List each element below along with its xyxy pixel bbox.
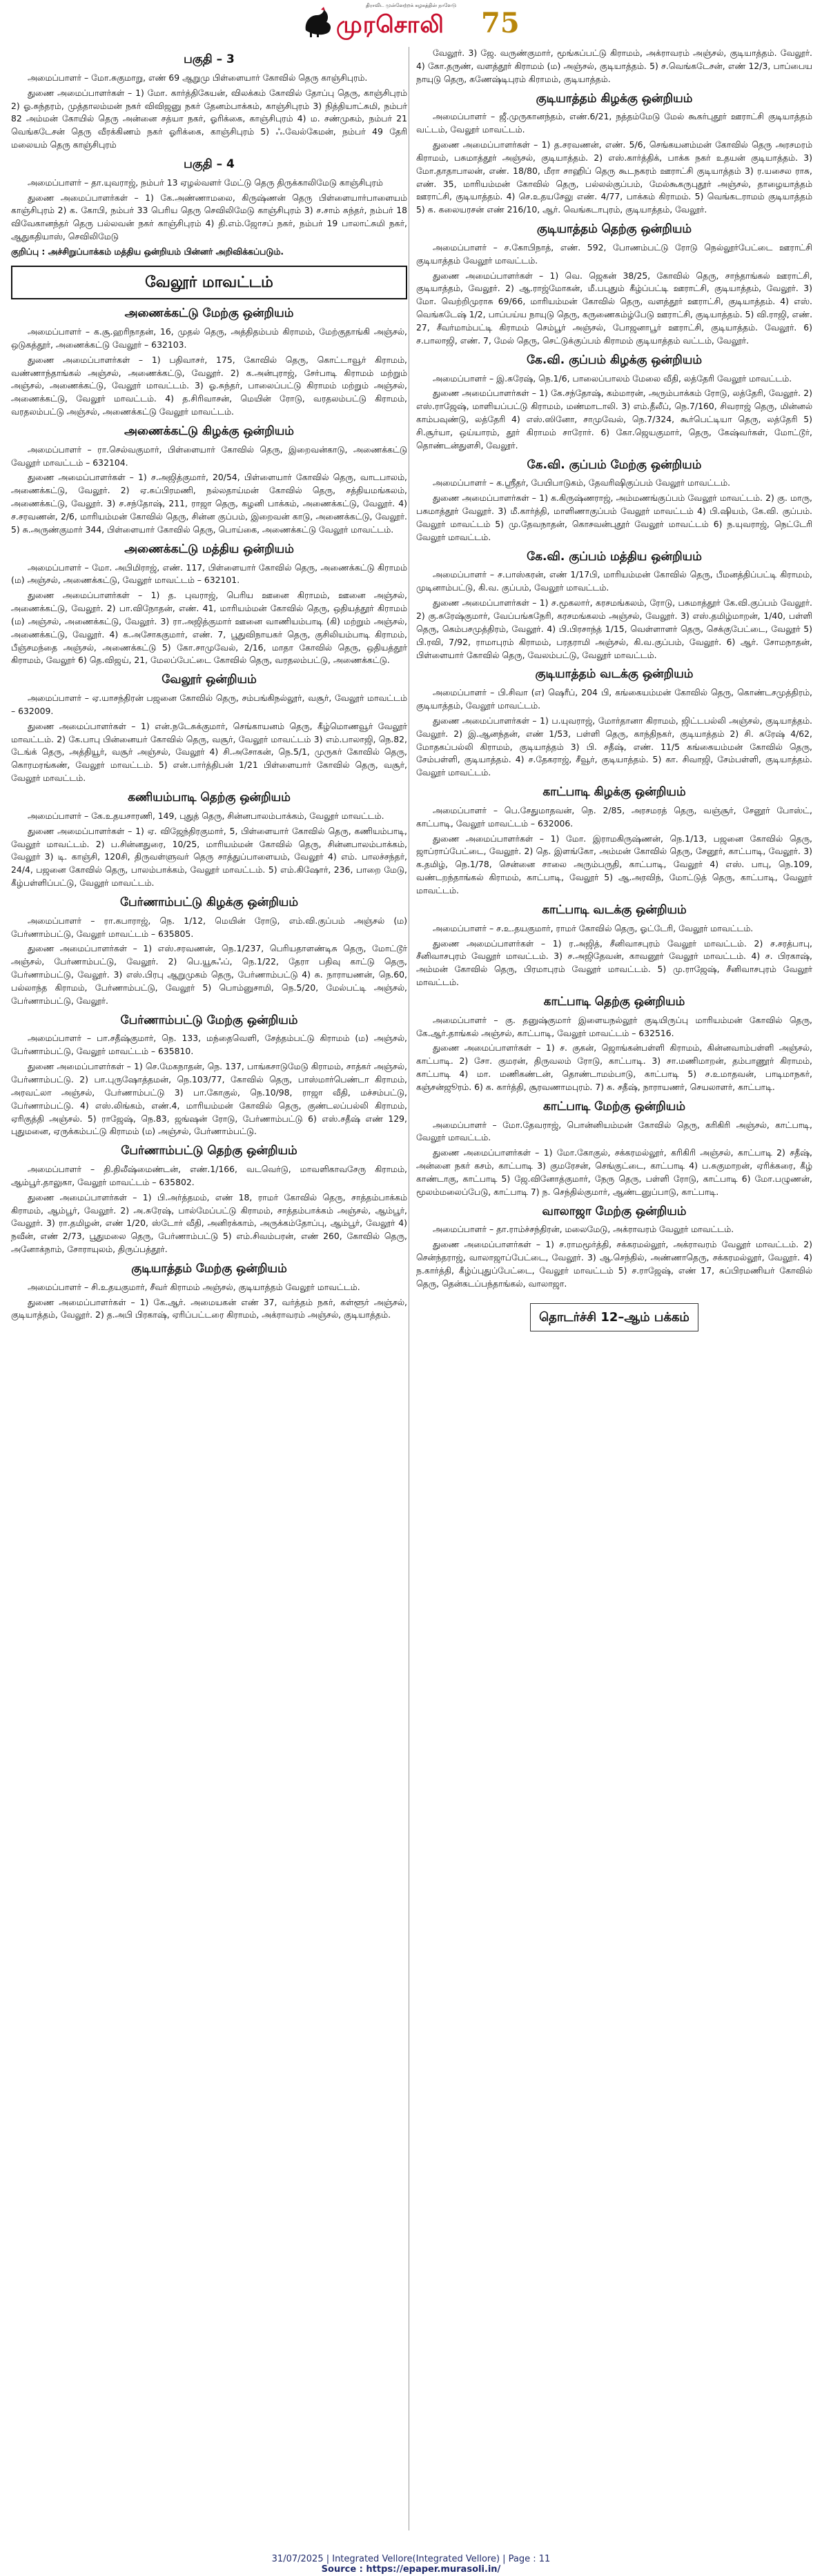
section-paragraph: அமைப்பாளர் – ரா.செல்வகுமார், பிள்ளையார் கோவில் தெரு, இறைவன்காடு, அணைக்கட்டு வேலூர் மாவட்டம் – 632104. <box>11 444 407 468</box>
section-paragraph: அமைப்பாளர் – ஏ.யாசந்திரன் பஜனை கோவில் தெரு, சம்பங்கிநல்லூர், வசூர், வேலூர் மாவட்டம் – 632009. <box>11 693 407 716</box>
section-paragraph: துணை அமைப்பாளர்கள் – 1) வெ. ஜெகன் 38/25, கோவில் தெரு, சாந்தாங்கல் ஊராட்சி, குடியாத்தம், வேலூர். 2) ஆ.ராஜ்மோகன், மீ.பபுதும் கீழ்ப்பட்டி ஊராட்சி, குடியாத்தம், வேலூர். 3) மோ. வெற்றிமுராசு 69/66, மாரியம்மன் கோவில் தெரு, வளத்தூர் ஊராட்சி, குடியாத்தம். 4) எஸ். வெங்கடேஷ் 1/2, பாப்பய்ய நாயுடு தெரு, கருணைகம்ழ்பேடு ஊராட்சி, குடியாத்தம். 5) வி.ராஜி, எண். 27, சீவர்மாம்பட்டி கிராமம் செம்பூர் அஞ்சல், போஜனாபூர் ஊராட்சி, குடியாத்தம். வேலூர். 6) ச.பாலாஜி, எண். 7, மேல் தெரு, செட்டுக்குப்பம் கிராமம் குடியாத்தம் வட்டம், வேலூர். <box>416 270 813 346</box>
section-paragraph: அமைப்பாளர் – ஜீ.முருகானந்தம், எண்.6/21, நத்தம்மேடு மேல் கூகர்புதூர் ஊராட்சி குடியாத்தம் வட்டம், வேலூர் மாவட்டம். <box>416 111 812 135</box>
section-paragraph: அமைப்பாளர் – பெ.சேதுமாதவன், நெ. 2/85, அரசமரத் தெரு, வஞ்சூர், சேனூர் போஸ்ட், காட்பாடி, வேலூர் மாவட்டம் – 632006. <box>416 804 812 829</box>
section-heading: பேர்ணாம்பட்டு கிழக்கு ஒன்றியம் <box>119 895 299 909</box>
section-paragraph: துணை அமைப்பாளர்கள் – 1) க.கிருஷ்ணராஜ், அம்மணங்குப்பம் வேலூர் மாவட்டம். 2) கு. மாரு, பசுமாத்தூர் வேலூர். 3) மீ.கார்த்தி, மாளிணாகுப்பம் வேலூர் மாவட்டம் 4) பி.ஷியம், கே.வி. குப்பம். வேலூர் மாவட்டம் 5) மு.தேவநாதன், கொசவன்புதூர் வேலூர் மாவட்டம் 6) ந.யுவராஜ், நெட்டேரி வேலூர் மாவட்டம். <box>416 493 812 542</box>
masthead <box>0 0 822 41</box>
section-paragraph: துணை அமைப்பாளர்கள் – 1) மோ. கார்த்திகேயன், விலக்கம் கோவில் தோப்பு தெரு, காஞ்சிபுரம் 2) ஓ.சுந்தரம், முத்தாலம்மன் நகர் விவிஜனு நகர் தேனம்பாக்கம், காஞ்சிபுரம் 3) நித்தியாட்சுமி, நம்பர் 82 அம்மன் கோயில் தெரு அன்னை சத்யா நகர், ஓரிக்கை, காஞ்சிபுரம் 4) ம. சண்முகம், நம்பர் 21 வெங்கடேசன் தெரு வீரக்கிணம் நகர் ஓரிக்கை, காஞ்சிபுரம் 5) ஃ.வேல்கேமன், நம்பர் 49 தேரி மலையம் தெரு காஞ்சிபுரம் <box>11 87 407 150</box>
union-section <box>11 671 407 785</box>
section-heading: குடியாத்தம் மேற்கு ஒன்றியம் <box>131 1261 287 1276</box>
section-heading: பேர்ணாம்பட்டு மேற்கு ஒன்றியம் <box>120 1013 298 1027</box>
union-section <box>416 902 812 989</box>
section-paragraph: துணை அமைப்பாளர்கள் – 1) ச.மூகலார், கரசமங்கலம், ரோடு, பசுமாத்தூர் கே.வி.குப்பம் வேலூர். 2) கு.சுரேஷ்குமார், வேப்பங்கநேரி, கரசமங்கலம் அஞ்சல், வேலூர். 3) எஸ்.தமிழ்மாறன், 1/40, பள்ளி தெரு, கெம்பசமுத்திரம், வேலூர். 4) பி.பிரசாந்த் 1/15, வெள்ளாளர் தெரு, செக்குபேட்டை, வேலூர் 5) பி.ரவி, 7/92, ராமாபுரம் கிராமம், பரதராமி அஞ்சல், கி.வ.குப்பம், வேலூர். 6) ஆர். சோமநாதன், பிள்ளையார் கோவில் தெரு, வேலம்பட்டு, வேலூர் மாவட்டம். <box>416 597 812 660</box>
section-paragraph: குறிப்பு : அச்சிறுப்பாக்கம் மத்திய ஒன்றியம் பின்னர் அறிவிக்கப்படும். <box>11 246 284 257</box>
union-section <box>11 789 407 890</box>
section-heading: குடியாத்தம் வடக்கு ஒன்றியம் <box>535 667 694 682</box>
section-paragraph: அமைப்பாளர் – தி.திலீஷ்மைண்டன், எண்.1/166, வடவெர்டு, மாவளிகாவசேரு கிராமம், ஆம்பூர்.தாலுகா, வேலூர் மாவட்டம் – 635802. <box>11 1164 407 1187</box>
section-paragraph: துணை அமைப்பாளர்கள் – 1) செ.மேகநாதன், நெ. 137, பாங்கசாடுமேடு கிராமம், சாத்கர் அஞ்சல், பேர்ணாம்பட்டு. 2) பா.புருஷோத்தமன், நெ.103/77, கோவில் தெரு, பாஸ்மார்பெண்டா கிராமம், அரவட்லா அஞ்சல், பேர்ணாம்பட்டு 3) பா.கோகுல், நெ.10/98, ராஜா வீதி, மச்சம்பட்டு, பேர்ணாம்பட்டு. 4) எஸ்.லிங்கம், எண்.4, மாரியம்மன் கோவில் தெரு, குண்டலப்பல்லி கிராமம், ஏரிகுத்தி அஞ்சல். 5) ராஜேஷ், நெ.83, ஜங்ஷன் ரோடு, பேர்ணாம்பட்டு 6) எஸ்.சதீஷ் எண் 129, புதுமனை, ஏருக்கம்பட்டு கிராமம் (ம) அஞ்சல், பேர்ணாம்பட்டு. <box>11 1061 407 1137</box>
section-paragraph: அமைப்பாளர் – க.சூ.ஹரிநாதன், 16, முதல் தெரு, அத்திதம்பம் கிராமம், மேற்குதாங்கி அஞ்சல், ஒடுகத்தூர், அணைக்கட்டு வேலூர் – 632103. <box>11 326 407 350</box>
section-paragraph: துணை அமைப்பாளர்கள் – 1) ச. குகன், ஜொங்கன்பள்ளி கிராமம், கின்னவாம்பள்ளி அஞ்சல், காட்பாடி. 2) சோ. குமரன், திருவலம் ரோடு, காட்பாடி. 3) சா.மணிமாறன், தம்பாணூர் கிராமம், காட்பாடி 4) மா. மணிகண்டன், தொண்டாமம்பாடு, காட்பாடி 5) ச.உமாதவன், பாடிமாநகர், கஞ்சன்ஜூரம். 6) க. கார்த்தி, சூரவணாமபுரம். 7) சு. சதீஷ், நாராயணர், செயலாளர், காட்பாடி. <box>416 1042 812 1092</box>
section-paragraph: துணை அமைப்பாளர்கள் – 1) கே.சந்தோஷ், கம்மாரன், அரும்பாக்கம் ரோடு, லத்தேரி, வேலூர். 2) எஸ்.ராஜேஷ், மாளியப்பட்டு கிராமம், மண்மாடாலி. 3) எம்.தீலீப், நெ.7/160, சிவராஜ் தெரு, மின்னல் காம்பவுண்டு, லத்தேரி 4) எஸ்.ஸினோ, சாமுவேல், நெ.7/324, கூர்பெட்டியா தெரு, லத்தேரி 5) சி.சூர்யா, ஒய்யாரம், தூர் கிராமம் சாரோர். 6) கோ.ஜெயகுமார், தெரு, கேஷ்வர்கள், மோட்டூர், தொண்டன்துளசி, வேலூர். <box>416 388 812 450</box>
section-paragraph: அமைப்பாளர் – பி.சிவா (எ) ஷெரீப், 204 பி, கங்கையம்மன் கோவில் தெரு, கொண்டசமுத்திரம், குடியாத்தம், வேலூர் மாவட்டம். <box>416 687 812 711</box>
section-heading: கணியம்பாடி தெற்கு ஒன்றியம் <box>128 791 291 804</box>
union-section <box>416 47 812 86</box>
section-heading: அணைக்கட்டு கிழக்கு ஒன்றியம் <box>124 424 294 438</box>
left-column-before-district <box>11 51 407 259</box>
rooster-icon <box>300 7 333 37</box>
section-heading: கே.வி. குப்பம் மத்திய ஒன்றியம் <box>527 549 702 564</box>
section-paragraph: துணை அமைப்பாளர்கள் – 1) என்.நடேசுக்குமார், செங்காயனம் தெரு, கீழ்மொணவூர் வேலூர் மாவட்டம். 2) கே.பாபு பின்னையர் கோவில் தெரு, வசூர், வேலூர் மாவட்டம் 3) எம்.பாலாஜி, நெ.82, டேங்க் தெரு, அத்தியூர், வசூர் அஞ்சல், வேலூர் 4) சி.அசோகன், நெ.5/1, முருகர் கோவில் தெரு, கொரமரங்கண், வேலூர் மாவட்டம். 5) என்.பார்த்திபன் 1/21 பிள்ளையார் கோவில் தெரு, வசூர், வேலூர் மாவட்டம். <box>11 720 407 784</box>
section-paragraph: துணை அமைப்பாளர்கள் – 1) ச.அஜித்குமார், 20/54, பிள்ளையார் கோவில் தெரு, வாடபாலம், அணைக்கட்டு, வேலூர். 2) ஏ.சுப்பிரமணி, நல்லதாய்மன் கோவில் தெரு, சத்தியமங்கலம், அணைக்கட்டு, வேலூர். 3) ச.சந்தோஷ், 211, ராஜா தெரு, கழனி பாக்கம், அணைக்கட்டு, வேலூர். 4) ச.சரவணன், 2/6, மாரியம்மன் கோவில் தெரு, சின்ன குப்பம், இறைவன் காடு, அணைக்கட்டு, வேலூர். 5) சு.அருண்குமார் 344, பிள்ளையார் கோவில் தெரு, பொய்கை, அணைக்கட்டு வேலூர் மாவட்டம். <box>11 472 407 535</box>
union-section <box>11 1012 407 1139</box>
anniversary-badge: 75 <box>481 7 520 39</box>
union-section <box>416 90 812 217</box>
section-paragraph: துணை அமைப்பாளர்கள் – 1) பி.அர்த்தமம், எண் 18, ராமர் கோவில் தெரு, சாத்தம்பாக்கம் கிராமம், ஆம்பூர், வேலூர். 2) அ.சுரேஷ், பால்மேப்பட்டு கிராமம், சாத்தம்பாக்கம் அஞ்சல், ஆம்பூர், வேலூர். 3) ரா.தமிழன், எண் 1/20, ஸ்டோர் வீதி, அனிரக்காம், அருக்கம்தோப்பு, ஆம்பூர், வேலூர் 4) நவீன், எண் 2/73, பூதுமலை தெரு, பேர்ணாம்பட்டு 5) எம்.சிவம்பரன், எண் 260, கோவில் தெரு, அனோக்நாம், சோராயுலம், திருப்பத்தூர். <box>11 1191 407 1255</box>
section-paragraph: அமைப்பாளர் – ச.உ.தயகுமார், ராமர் கோவில் தெரு, ஓட்டேரி, வேலூர் மாவட்டம். <box>433 922 754 933</box>
section-paragraph: துணை அமைப்பாளர்கள் – 1) மோ.கோகுல், சக்கரமல்லூர், கரிகிரி அஞ்சல், காட்பாடி 2) சதீஷ், அன்னை நகர் கசம், காட்பாடி 3) குமரேசன், செங்குட்டை, காட்பாடி 4) ப.சுகுமாறன், ஏரிக்கரை, கீழ் காண்டாகு, காட்பாடி 5) ஜே.வினோத்குமார், நேரு தெரு, பள்ளி ரோடு, காட்பாடி 6) மோ.பழுணன், மூலம்மலைப்பேடு, காட்பாடி 7) ந. செந்தில்குமார், ஆண்டனுப்பாடு, காட்பாடி. <box>416 1147 812 1197</box>
union-section <box>416 457 812 544</box>
union-section <box>11 541 407 668</box>
section-paragraph: அமைப்பாளர் – சி.உதயகுமார், சீவர் கிராமம் அஞ்சல், குடியாத்தம் வேலூர் மாவட்டம். <box>28 1281 360 1292</box>
section-paragraph: அமைப்பாளர் – மோ.தேவராஜ், பொன்னியம்மன் கோவில் தெரு, கரிகிரி அஞ்சல், காட்பாடி, வேலூர் மாவட்டம். <box>416 1119 812 1143</box>
section-paragraph: துணை அமைப்பாளர்கள் – 1) த.சரவணன், எண். 5/6, செங்கயனம்மன் கோவில் தெரு அரசமரம் கிராமம், பசுமாத்தூர் அஞ்சல், குடியாத்தம். 2) எஸ்.கார்த்திக், பாக்க நகர் உதயன் குடியாத்தம். 3) மோ.தாதாபாலன், எண். 18/80, மீரா சாஹிப் தெரு கூடநகரம் ஊராட்சி குடியாத்தம் 3) ர.யசைல ராசு, எண். 35, மாரியம்மன் கோவில் தெரு, பல்லல்குப்பம், மேல்கூகருபுதூர் அஞ்சல், தாழையாத்தம் ஊராட்சி, குடியாத்தம். 4) செ.உதயசேலு எண். 4/77, பாக்கம் கிராமம். 5) வெங்கடராமம் குடியாத்தம் 5) க. கலையரசன் எண் 216/10, ஆர். வெங்கடாபுரம், குடியாத்தம், வேலூர். <box>416 139 812 215</box>
continue-note[interactable]: தொடர்ச்சி 12–ஆம் பக்கம் <box>530 1303 698 1331</box>
union-section <box>11 1260 407 1322</box>
section-paragraph: துணை அமைப்பாளர்கள் – 1) ர.அஜித், சீனிவாசபுரம் வேலூர் மாவட்டம். 2) ச.சரத்பாபு, சீனிவாசபுரம் வேலூர் மாவட்டம். 3) ச.அஜிதேவன், காவனூர் வேலூர் மாவட்டம். 4) ச. பிரகாஷ், அம்மன் கோவில் தெரு, பிரமாபுரம் வேலூர் மாவட்டம். 5) மு.ராஜேஷ், சீனிவாசபுரம் வேலூர் மாவட்டம். <box>416 938 812 988</box>
section-paragraph: அமைப்பாளர் – ச.கோபிநாத், எண். 592, போணம்பட்டு ரோடு நெல்லூர்பேட்டை ஊராட்சி குடியாத்தம் வேலூர் மாவட்டம். <box>416 241 812 266</box>
section-paragraph: அமைப்பாளர் – பா.சதீஷ்குமார், நெ. 133, மந்தைவெளி, சேத்தம்பட்டு கிராமம் (ம) அஞ்சல், பேர்ணாம்பட்டு, வேலூர் மாவட்டம் – 635810. <box>11 1033 407 1057</box>
section-heading: பகுதி – 3 <box>184 52 235 66</box>
section-heading: கே.வி. குப்பம் மேற்கு ஒன்றியம் <box>527 457 702 472</box>
section-paragraph: துணை அமைப்பாளர்கள் – 1) ப.யுவராஜ், மோர்தானா கிராமம், ஜிட்டபல்லி அஞ்சல், குடியாத்தம். வேலூர். 2) இ.ஆனந்தன், எண் 1/53, பள்ளி தெரு, காந்திநகர், குடியாத்தம் 2) சி. சுரேஷ் 4/62, மோதகப்பல்லி கிராமம், குடியாத்தம் 3) பி. சதீஷ், எண். 11/5 கங்கையம்மன் கோவில் தெரு, சேம்பள்ளி, குடியாத்தம். 4) ச.தேகராஜ், சீவூர், குடியாத்தம். 5) கா. சிவாஜி, சேம்பள்ளி, குடியாத்தம். வேலூர் மாவட்டம். <box>416 715 812 778</box>
section-heading: காட்பாடி தெற்கு ஒன்றியம் <box>543 994 685 1009</box>
union-section <box>416 993 812 1094</box>
union-section <box>416 1098 812 1199</box>
section-paragraph: அமைப்பாளர் – கே.உதயசாரணி, 149, புதுத் தெரு, சின்னபாலம்பாக்கம், வேலூர் மாவட்டம். <box>28 810 384 821</box>
section-paragraph: துணை அமைப்பாளர்கள் – 1) மோ. இராமகிருஷ்ணன், நெ.1/13, பஜனை கோவில் தெரு, ஜாப்ராப்பேட்டை, வேலூர். 2) தெ. இளங்கோ, அம்மன் கோவில் தெரு, சேனூர், காட்பாடி, வேலூர். 3) க.தமிழ், நெ.1/78, சென்னை சாலை அரும்பருதி, காட்பாடி, வேலூர் 4) எஸ். பாபு, நெ.109, வண்டறந்தாங்கல் கிராமம், காட்பாடி, வேலூர் 5) ஆ.அரவிந், மோட்டுத் தெரு, காட்பாடி, வேலூர் மாவட்டம். <box>416 833 812 895</box>
section-paragraph: அமைப்பாளர் – தா.யுவராஜ், நம்பர் 13 ஏழல்வளர் மேட்டு தெரு திருக்காலிமேடு காஞ்சிபுரம் <box>28 177 383 188</box>
district-title: வேலூர் மாவட்டம் <box>11 266 407 299</box>
union-section <box>11 423 407 537</box>
union-section <box>416 221 812 348</box>
masthead-tagline: திராவிட முன்னேற்றக் கழகத்தின் நாளேடு <box>366 3 456 8</box>
section-paragraph: அமைப்பாளர் – மோ.சுகுமாறு, எண் 69 ஆறுமு பிள்ளையார் கோவில் தெரு காஞ்சிபுரம். <box>28 72 368 83</box>
union-section <box>11 51 407 152</box>
section-paragraph: அமைப்பாளர் – ரா.கபாராஜ், நெ. 1/12, மெயின் ரோடு, எம்.வி.குப்பம் அஞ்சல் (ம) பேர்ணாம்பட்டு, வேலூர் மாவட்டம் – 635805. <box>11 915 407 939</box>
section-heading: அணைக்கட்டு மத்திய ஒன்றியம் <box>124 542 294 556</box>
section-heading: அணைக்கட்டு மேற்கு ஒன்றியம் <box>124 306 294 321</box>
section-paragraph: அமைப்பாளர் – மோ. அபிமிராஜ், எண். 117, பிள்ளையார் கோவில் தெரு, அணைக்கட்டு கிராமம் (ம) அஞ்சல், அணைக்கட்டு, வேலூர் மாவட்டம் – 632101. <box>11 562 407 586</box>
section-paragraph: துணை அமைப்பாளர்கள் – 1) எஸ்.சரவணன், நெ.1/237, பெரியதாளண்டிசு தெரு, மோட்டூர் அஞ்சல், பேர்ணாம்பட்டு, வேலூர். 2) பெ.யூசுஃப், நெ.1/22, தேரா பதிவு காட்டு தெரு, பேர்ணாம்பட்டு, வேலூர். 3) எஸ்.பிரபு ஆறுமுகம் தெரு, பேர்ணாம்பட்டு 4) சு. நாராயணன், நெ.60, பல்லாந்த கிராமம், பேர்ணாம்பட்டு, வேலூர் 5) பொம்னுசாமி, நெ.5/20, மேல்பட்டி அஞ்சல், பேர்ணாம்பட்டு, வேலூர். <box>11 943 407 1006</box>
section-heading: பேர்ணாம்பட்டு தெற்கு ஒன்றியம் <box>121 1144 297 1158</box>
section-heading: காட்பாடி வடக்கு ஒன்றியம் <box>542 902 687 917</box>
section-paragraph: அமைப்பாளர் – க.ஸ்ரீதர், பேயிபாடுகம், தேவரிஷிகுப்பம் வேலூர் மாவட்டம். <box>433 477 731 488</box>
section-paragraph: துணை அமைப்பாளர்கள் – 1) கே.ஆர். அமையகன் எண் 37, வர்த்தம் நகர், கள்ளூர் அஞ்சல், குடியாத்தம், வேலூர். 2) த.அபி பிரகாஷ், ஏரிப்பட்டரை கிராமம், அக்ராவரம் அஞ்சல், குடியாத்தம். <box>11 1296 407 1320</box>
section-paragraph: வேலூர். 3) ஜே. வருண்குமார், மூங்கப்பட்டு கிராமம், அக்ராவரம் அஞ்சல், குடியாத்தம். வேலூர். 4) கோ.தருண், வளத்தூர் கிராமம் (ம) அஞ்சல், குடியாத்தம். 5) ச.வெங்கடேசன், எண் 12/3, பாப்பைய நாயுடு தெரு, கணேஷ்டிபுரம் கிராமம், குடியாத்தம். <box>416 48 812 84</box>
section-heading: காட்பாடி கிழக்கு ஒன்றியம் <box>542 785 686 800</box>
section-paragraph: அமைப்பாளர் – கு. தனுஷ்குமார் இளையநல்லூர் குடியிருப்பு மாரியம்மன் கோவில் தெரு, கே.ஆர்.தாங்கல் அஞ்சல், காட்பாடி, வேலூர் மாவட்டம் – 632516. <box>416 1014 812 1038</box>
union-section <box>416 666 812 780</box>
section-heading: கே.வி. குப்பம் கிழக்கு ஒன்றியம் <box>526 353 703 367</box>
section-paragraph: துணை அமைப்பாளர்கள் – 1) பதிவாசர், 175, கோவில் தெரு, கொட்டாவூர் கிராமம், வண்ணாந்தாங்கல் அஞ்சல், அணைக்கட்டு, வேலூர். 2) க.அன்புராஜ், சேர்பாடி கிராமம் மற்றும் அஞ்சல், அணைக்கட்டு, வேலூர் மாவட்டம். 3) ஓ.சுந்தர், பாலைப்பட்டு கிராமம் மற்றும் அஞ்சல், அணைக்கட்டு, வேலூர் மாவட்டம். 4) த.சிரிவாசன், மெயின் ரோடு, வரதலம்பட்டு கிராமம், வரதலம்பட்டு அஞ்சல், அணைக்கட்டு வேலூர் மாவட்டம். <box>11 354 407 417</box>
section-paragraph: அமைப்பாளர் – தா.ராம்ச்சந்திரன், மலைமேடு, அக்ராவரம் வேலூர் மாவட்டம். <box>433 1224 734 1235</box>
section-paragraph: துணை அமைப்பாளர்கள் – 1) ஏ. விஜேந்திரகுமார், 5, பிள்ளையார் கோவில் தெரு, கணியம்பாடி, வேலூர் மாவட்டம். 2) ப.சின்னதுரை, 10/25, மாரியம்மன் கோவில் தெரு, சின்னபாலம்பாக்கம், வேலூர் 3) டி. காஞ்சி, 120சி, திருவள்ளுவர் தெரு சாத்துப்பாளையம், வேலூர் 4) எம். பாலச்சந்தர், 24/4, பஜனை கோவில் தெரு, பாலம்பாக்கம், வேலூர் மாவட்டம். 5) எம்.கிஷோர், 236, பாறை மேடு, கீழ்பள்ளிப்பட்டு, வேலூர் மாவட்டம். <box>11 825 407 889</box>
left-column-after-district <box>11 305 407 1322</box>
section-heading: காட்பாடி மேற்கு ஒன்றியம் <box>542 1099 686 1113</box>
section-heading: குடியாத்தம் கிழக்கு ஒன்றியம் <box>536 91 693 106</box>
section-paragraph: துணை அமைப்பாளர்கள் – 1) கே.அண்ணாமலை, கிருஷ்ணன் தெரு பிள்ளையார்பாளையம் காஞ்சிபுரம் 2) க. கோபி, நம்பர் 33 பெரிய தெரு செவிலிமேடு காஞ்சிபுரம் 3) ச.சாம் சுந்தர், நம்பர் 18 விவேகானந்தர் தெரு பல்லவன் நகர் காஞ்சிபுரம் 4) தி.எம்.ஜோசப் நகர், நம்பர் 19 பாலாட்சுமி நகர், ஆதுகதியாஸ், செவிலிமேடு <box>11 192 407 242</box>
section-heading: வேலூர் ஒன்றியம் <box>162 673 257 687</box>
newspaper-name: முரசொலி <box>336 11 444 39</box>
newspaper-logo[interactable] <box>300 7 528 40</box>
right-column <box>416 47 812 1331</box>
footer-source-link[interactable]: Source : https://epaper.murasoli.in/ <box>321 2564 501 2575</box>
section-heading: பகுதி – 4 <box>184 157 235 171</box>
union-section <box>11 894 407 1008</box>
page-footer <box>0 2554 822 2575</box>
union-section <box>11 156 407 259</box>
union-section <box>416 1203 812 1291</box>
right-column-sections <box>416 47 812 1291</box>
section-heading: வாலாஜா மேற்கு ஒன்றியம் <box>542 1204 687 1218</box>
section-paragraph: அமைப்பாளர் – இ.சுரேஷ், நெ.1/6, பாலைப்பாலம் மேலை வீதி, லத்தேரி வேலூர் மாவட்டம். <box>433 373 792 384</box>
union-section <box>416 784 812 898</box>
section-heading: குடியாத்தம் தெற்கு ஒன்றியம் <box>536 222 692 237</box>
union-section <box>416 352 812 453</box>
union-section <box>11 305 407 419</box>
section-paragraph: அமைப்பாளர் – ச.பாஸ்கரன், எண் 1/17பி, மாரியம்மன் கோவில் தெரு, பீமனத்திப்பட்டி கிராமம், முடினாம்பட்டு, கி.வ. குப்பம், வேலூர் மாவட்டம். <box>416 569 812 593</box>
section-paragraph: துணை அமைப்பாளர்கள் – 1) ச.ராமமூர்த்தி, சக்கரமல்லூர், அக்ராவரம் வேலூர் மாவட்டம். 2) சென்ந்தராஜ், வாலாஜாப்பேட்டை, வேலூர். 3) ஆ.செந்தில், அண்ணாதெரு, சக்கரமல்லூர், வேலூர். 4) ந.கார்த்தி, கீழ்ப்புதுப்பேட்டை, வேலூர் மாவட்டம் 5) ச.ராஜேஷ், எண் 17, சுப்பிரமணியர் கோவில் தெரு, தென்கடப்பந்தாங்கல், வாலாஜா. <box>416 1239 812 1289</box>
footer-edition-line: 31/07/2025 | Integrated Vellore(Integrated Vellore) | Page : 11 <box>271 2554 551 2564</box>
section-paragraph: துணை அமைப்பாளர்கள் – 1) த. புவராஜ், பெரிய ஊனை கிராமம், ஊனை அஞ்சல், அணைக்கட்டு, வேலூர். 2) பா.விநோதன், எண். 41, மாரியம்மன் கோவில் தெரு, ஒதியத்தூர் கிராமம் (ம) அஞ்சல், அணைக்கட்டு, வேலூர். 3) ரா.அஜித்குமார் ஊனை வாணியம்பாடி (கி) மற்றும் அஞ்சல், அணைக்கட்டு, வேலூர். 4) க.அசோககுமார், எண். 7, பூதுவிநாயகர் தெரு, குசிலியம்பாடி கிராமம், பீஞ்சமந்தை அஞ்சல், அணைக்கட்டு 5) கோ.சாமுவேல், 2/16, மாதா கோவில் தெரு, ஒதியத்தூர் கிராமம், வேலூர் 6) தெ.விஜய், 21, மேலப்பேட்டை கோவில் தெரு, வரதலம்பட்டு, அணைக்கட்டு. <box>11 590 407 666</box>
union-section <box>416 548 812 662</box>
left-column <box>11 47 407 1326</box>
union-section <box>11 1142 407 1256</box>
